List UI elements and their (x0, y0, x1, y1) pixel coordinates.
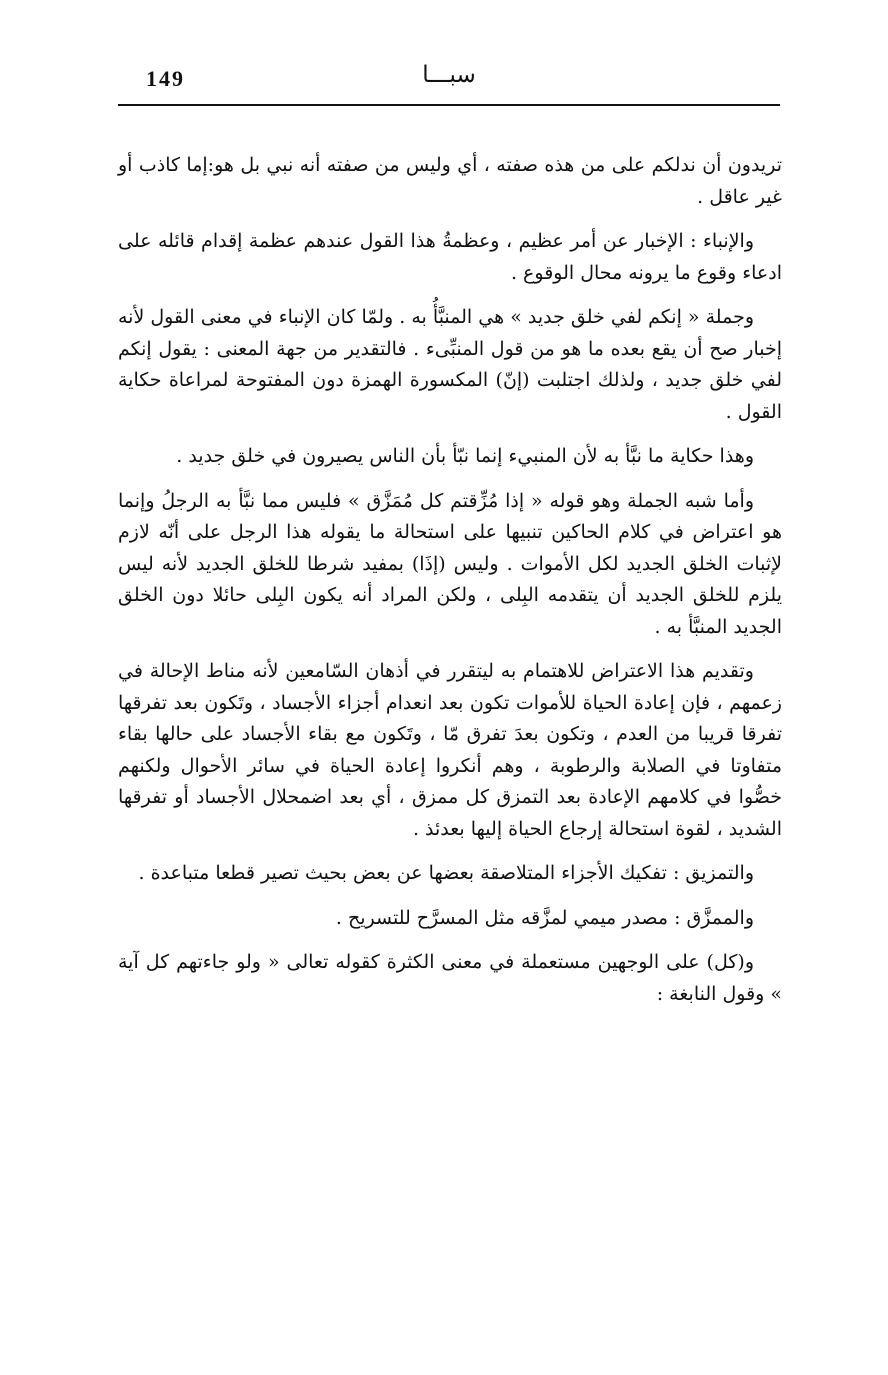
paragraph-tamziq-definition: والتمزيق : تفكيك الأجزاء المتلاصقة بعضها عن بعض بحيث تصير قطعا متباعدة . (138, 862, 754, 884)
paragraph-kull-meaning: و(كل) على الوجهين مستعملة في معنى الكثرة كقوله تعالى « ولو جاءتهم كل آية » وقول النابغة : (118, 951, 782, 1005)
page-number: 149 (146, 66, 185, 91)
running-title: سبـــا (422, 62, 476, 88)
paragraph-inna-kasra: وجملة « إنكم لفي خلق جديد » هي المنبَّأُ به . ولمّا كان الإنباء في معنى القول لأنه إخبار صح أن يقع بعده ما هو من قول المنبِّىء . فالتقدير من جهة المعنى : يقول إنكم لفي خلق جديد ، ولذلك اجتلبت (إنّ) المكسورة الهمزة دون المفتوحة لمراعاة حكاية القول . (118, 306, 782, 423)
paragraph-continuation: تريدون أن ندلكم على من هذه صفته ، أي وليس من صفته أنه نبي بل هو:إما كاذب أو غير عاقل . (118, 154, 782, 208)
page-header (118, 60, 780, 106)
paragraph-naba-content: وهذا حكاية ما نبَّأ به لأن المنبيء إنما نبّأ بأن الناس يصيرون في خلق جديد . (176, 445, 754, 467)
paragraph-idha-muzziqtum: وأما شبه الجملة وهو قوله « إذا مُزِّقتم كل مُمَزَّق » فليس مما نبَّأ به الرجلُ وإنما هو اعتراض في كلام الحاكين تنبيها على استحالة ما يقوله هذا الرجل على أنّه لازم لإثبات الخلق الجديد لكل الأموات . وليس (إذَا) بمفيد شرطا للخلق الجديد لأنه ليس يلزم للخلق الجديد أن يتقدمه البِلى ، ولكن المراد أنه يكون البِلى حائلا دون الخلق الجديد المنبَّأ به . (118, 489, 782, 638)
header-rule (118, 104, 780, 106)
body-text (118, 150, 782, 1023)
paragraph-inbaa-definition: والإنباء : الإخبار عن أمر عظيم ، وعظمةُ هذا القول عندهم عظمة إقدام قائله على ادعاء وقوع ما يرونه محال الوقوع . (118, 230, 782, 284)
paragraph-mumazzaq-definition: والممزَّق : مصدر ميمي لمزَّقه مثل المسرَّح للتسريح . (335, 906, 754, 929)
paragraph-taqdim-iitirad: وتقديم هذا الاعتراض للاهتمام به ليتقرر في أذهان السّامعين لأنه مناط الإحالة في زعمهم ، فإن إعادة الحياة للأموات تكون بعد انعدام أجزاء الأجساد ، وتَكون بعد تفرقها تفرقا قريبا من العدم ، وتكون بعدَ تفرق مّا ، وتَكون مع بقاء الأجساد على حالها بقاء متفاوتا في الصلابة والرطوبة ، وهم أنكروا إعادة الحياة في سائر الأحوال ولكنهم خصُّوا في كلامهم الإعادة بعد التمزق كل ممزق ، أي بعد اضمحلال الأجساد أو تفرقها الشديد ، لقوة استحالة إرجاع الحياة إليها بعدئذ . (118, 660, 782, 840)
